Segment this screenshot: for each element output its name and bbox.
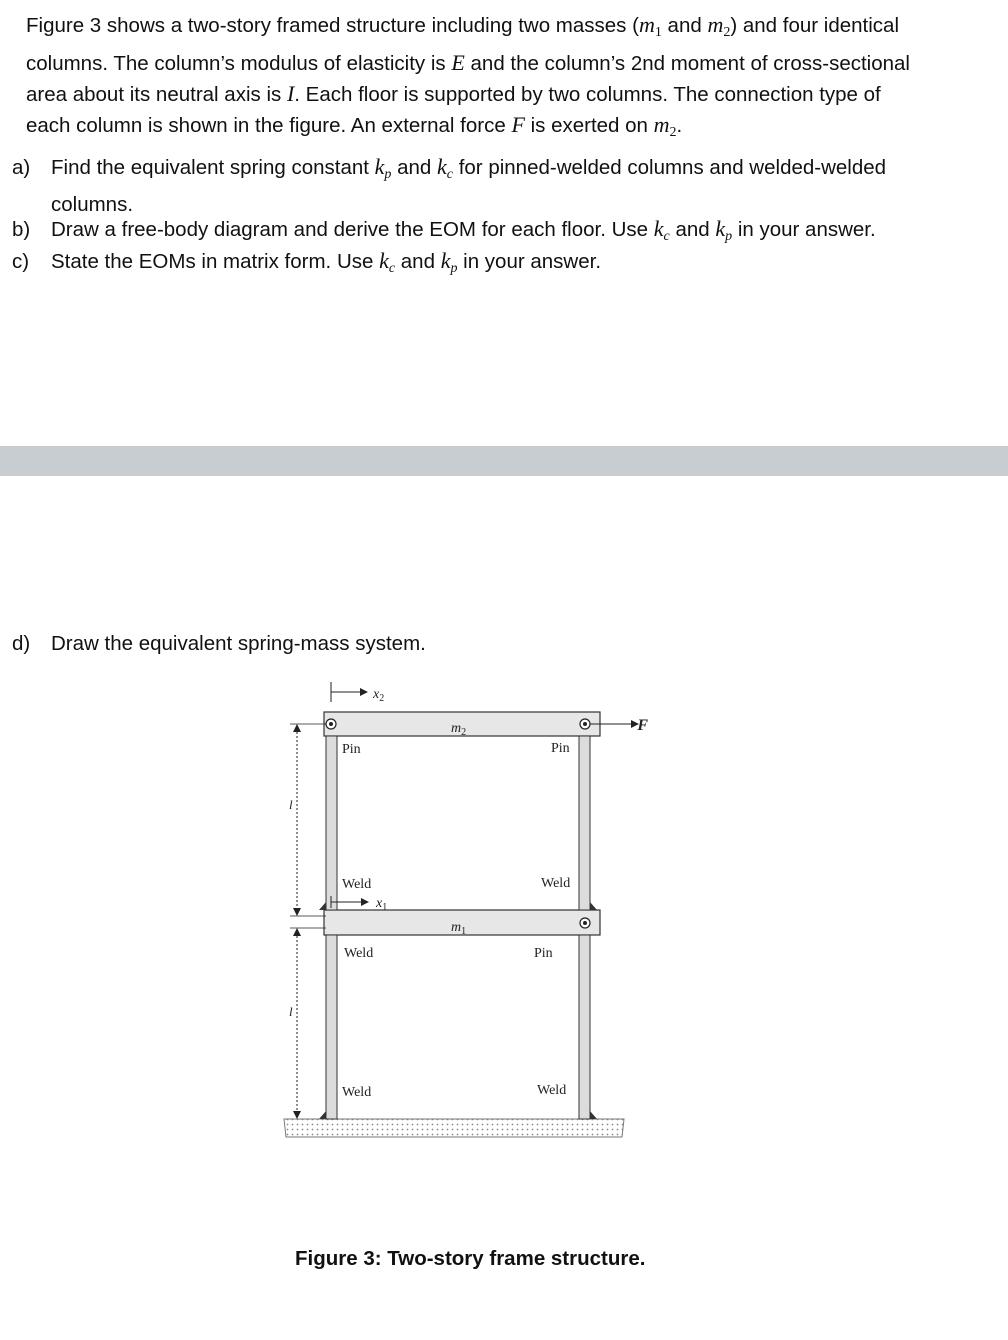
page-divider bbox=[0, 446, 1008, 476]
mass-label-m2: $m_2$ bbox=[451, 721, 467, 738]
symbol-I: I bbox=[286, 81, 295, 106]
length-label-bottom: l bbox=[289, 1004, 293, 1019]
figure-caption: Figure 3: Two-story frame structure. bbox=[295, 1247, 646, 1270]
column-lower-left bbox=[326, 935, 337, 1119]
symbol-kc: $k_c$ bbox=[379, 248, 396, 276]
conn-label-mid-upper-right: Weld bbox=[541, 876, 571, 891]
force-label: F bbox=[637, 717, 648, 734]
statement-line-1: Figure 3 shows a two-story framed structure including two masses ($m_1$ and $m_2$) and four identical bbox=[26, 12, 899, 40]
symbol-kc: $k_c$ bbox=[437, 154, 454, 182]
weld-fillet-ground-right bbox=[590, 1111, 597, 1119]
symbol-kp: $k_p$ bbox=[440, 248, 458, 276]
symbol-E: E bbox=[451, 50, 465, 75]
question-d: d) Draw the equivalent spring-mass system. bbox=[12, 629, 992, 659]
conn-label-top-right: Pin bbox=[551, 741, 570, 756]
symbol-m2-b: $m_2$ bbox=[653, 112, 677, 140]
question-a-label: a) bbox=[12, 156, 31, 179]
column-lower-right bbox=[579, 935, 590, 1119]
statement-line-3: area about its neutral axis is I. Each floor is supported by two columns. The connection type of bbox=[26, 81, 881, 106]
conn-label-mid-lower-right: Pin bbox=[534, 946, 553, 961]
conn-label-top-left: Pin bbox=[342, 742, 361, 757]
conn-label-mid-lower-left: Weld bbox=[344, 946, 374, 961]
x2-label: $x_2$ bbox=[373, 687, 385, 704]
ground-hatch bbox=[284, 1119, 624, 1137]
question-a: a) Find the equivalent spring constant $k_p$ and $k_c$ for pinned-welded columns and welded-welded columns. bbox=[12, 152, 992, 220]
conn-label-bottom-left: Weld bbox=[342, 1085, 372, 1100]
conn-label-mid-upper-left: Weld bbox=[342, 877, 372, 892]
mass-label-m1: $m_1$ bbox=[451, 920, 467, 937]
question-d-label: d) bbox=[12, 632, 31, 655]
weld-fillet-mid-left bbox=[319, 902, 326, 910]
column-upper-right bbox=[579, 736, 590, 910]
frame-structure-figure bbox=[270, 672, 646, 1132]
problem-statement bbox=[26, 10, 986, 148]
symbol-kp: $k_p$ bbox=[374, 154, 392, 182]
question-b-label: b) bbox=[12, 218, 31, 241]
statement-line-4: each column is shown in the figure. An external force F is exerted on $m_2$. bbox=[26, 112, 683, 140]
length-label-top: l bbox=[289, 797, 293, 812]
conn-label-bottom-right: Weld bbox=[537, 1083, 567, 1098]
question-c: c) State the EOMs in matrix form. Use $k_c$ and $k_p$ in your answer. bbox=[12, 248, 602, 276]
symbol-m2: $m_2$ bbox=[707, 12, 731, 40]
weld-fillet-mid-right bbox=[590, 902, 597, 910]
question-b: b) Draw a free-body diagram and derive the EOM for each floor. Use $k_c$ and $k_p$ in your answer. bbox=[12, 216, 876, 244]
x1-label: $x_1$ bbox=[376, 896, 388, 913]
symbol-kp: $k_p$ bbox=[715, 216, 733, 244]
symbol-m1: $m_1$ bbox=[638, 12, 662, 40]
question-a-continuation: columns. bbox=[51, 193, 134, 216]
question-c-label: c) bbox=[12, 250, 30, 273]
symbol-kc: $k_c$ bbox=[653, 216, 670, 244]
symbol-F: F bbox=[511, 112, 525, 137]
statement-line-2: columns. The column’s modulus of elasticity is E and the column’s 2nd moment of cross-sectional bbox=[26, 50, 910, 75]
column-upper-left bbox=[326, 736, 337, 910]
weld-fillet-ground-left bbox=[319, 1111, 326, 1119]
